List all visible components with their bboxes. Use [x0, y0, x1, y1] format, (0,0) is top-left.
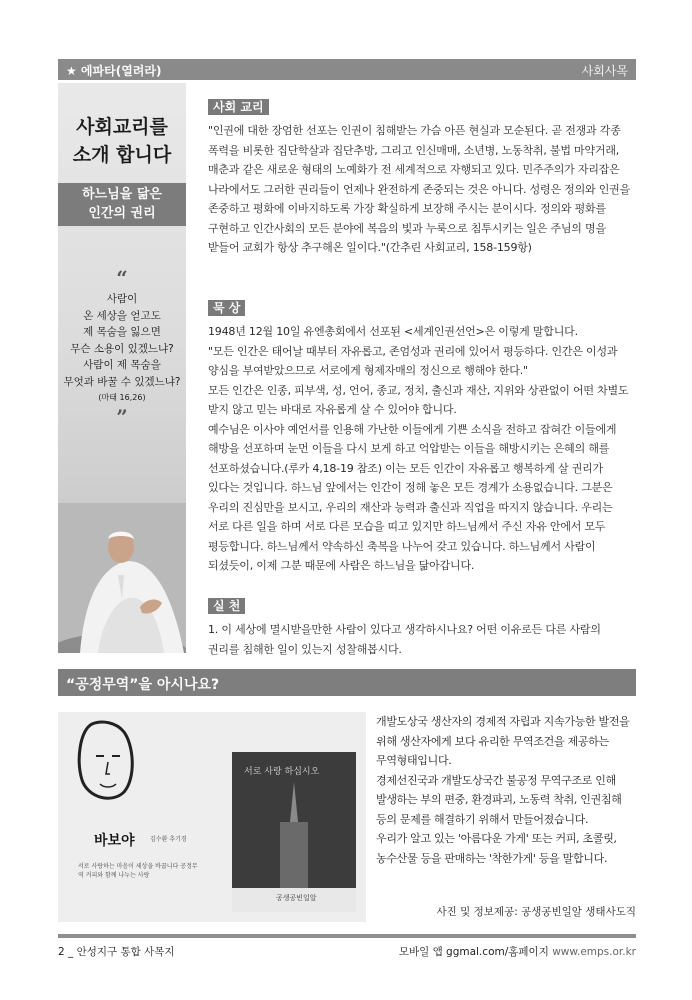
fair-trade-text: [376, 712, 636, 868]
footer-page-info: 2 _ 안성지구 통합 사목지: [58, 946, 175, 958]
sidebar-band-line1: 하느님을 닮은: [82, 187, 162, 202]
doctrine-text: "인권에 대한 장엄한 선포는 인권이 침해받는 가슴 아픈 현실과 모순된다. 곧 전쟁과 각종 폭력을 비롯한 집단학살과 집단추방, 그리고 인신매매, 소년병, 노동착취, 불법 마약거래, 매춘과 같은 새로운 형태의 노예화가 전 세계적으로 자행되고 있다. 민주주의가 자리잡은 나라에서도 그러한 권리들이 언제나 완전하게 존중되는 것은 아니다. 성령은 정의와 인권을 존중하고 평화에 이바지하도록 가장 확실하게 보장해 주시는 분이시다. 정의와 평화를 구현하고 인간사회의 모든 분야에 복음의 빛과 누룩으로 침투시키는 일은 주님의 명을 받들어 교회가 항상 추구해온 일이다."(간추린 사회교리, 158-159항): [208, 124, 631, 254]
poster-left-caption: 서로 사랑하는 마음이 세상을 바꿉니다 공정무역 커피와 함께 나누는 사랑: [78, 863, 198, 879]
poster-left-small: 김수환 추기경: [150, 836, 187, 843]
fair-trade-heading-bar: [58, 669, 636, 696]
footer-website-link[interactable]: www.emps.or.kr: [552, 946, 636, 958]
meditation-section: [208, 297, 635, 576]
close-quote-icon: ”: [116, 405, 128, 429]
practice-item: 1. 이 세상에 멸시받을만한 사람이 있다고 생각하시나요? 어떤 이유로든 다른 사람의 권리를 침해한 일이 있는지 성찰해봅시다.: [208, 623, 601, 656]
fair-trade-paragraph: 우리가 알고 있는 '아름다운 가게' 또는 커피, 초콜릿, 농수산물 등을 판매하는 '착한가게' 등을 말합니다.: [376, 832, 617, 865]
open-quote-icon: “: [116, 266, 128, 290]
fair-trade-posters: [58, 712, 366, 922]
fair-trade-photo: [58, 712, 366, 922]
sidebar-band-line2: 인간의 권리: [88, 206, 156, 221]
footer-divider: [58, 934, 636, 938]
verse-line: 무엇과 바꿀 수 있겠느냐?: [63, 375, 181, 388]
footer-app-label: 모바일 앱 ggmal.com/홈페이지: [398, 946, 549, 958]
sidebar-title-line1: 사회교리를: [76, 116, 168, 138]
fair-trade-heading: “공정무역”을 아시나요?: [66, 677, 220, 693]
scripture-verse: [58, 291, 186, 407]
meditation-paragraph: 모든 인간은 인종, 피부색, 성, 언어, 종교, 정치, 출신과 재산, 지위와 상관없이 어떤 차별도 받지 않고 믿는 바대로 자유롭게 살 수 있어야 합니다.: [208, 383, 629, 416]
sidebar-title-line2: 소개 합니다: [72, 144, 172, 166]
verse-line: 사람이 제 목숨을: [83, 359, 161, 371]
sidebar-title: [58, 113, 186, 169]
practice-label: 실 천: [208, 598, 245, 614]
practice-section: [208, 595, 635, 659]
doctrine-section: [208, 96, 635, 258]
verse-line: 사람이: [106, 293, 138, 305]
meditation-paragraph: "모든 인간은 태어날 때부터 자유롭고, 존엄성과 권리에 있어서 평등하다. 인간은 이성과 양심을 부여받았으므로 서로에게 형제자매의 정신으로 행해야 한다.": [208, 344, 618, 377]
section-title: ★ 에파타(열려라): [66, 64, 162, 78]
fair-trade-paragraph: 경제선진국과 개발도상국간 불공정 무역구조로 인해 발생하는 부의 편중, 환경파괴, 노동력 착취, 인권침해 등의 문제를 해결하기 위해서 만들어졌습니다.: [376, 773, 622, 826]
section-category: 사회사목: [581, 64, 628, 78]
footer-contact: [399, 944, 636, 959]
verse-line: 온 세상을 얻고도: [83, 309, 161, 322]
photo-credit: 사진 및 정보제공: 공생공빈일알 생태사도직: [436, 906, 636, 918]
poster-right-title: 서로 사랑 하십시오: [244, 767, 320, 777]
section-header-bar: [58, 59, 636, 80]
pope-photo: [58, 503, 186, 653]
sidebar-subtitle-band: [58, 183, 186, 226]
sidebar-panel: [58, 83, 186, 653]
fair-trade-paragraph: 개발도상국 생산자의 경제적 자립과 지속가능한 발전을 위해 생산자에게 보다 유리한 무역조건을 제공하는 무역형태입니다.: [376, 715, 630, 767]
verse-line: 무슨 소용이 있겠느냐?: [70, 342, 174, 355]
meditation-label: 묵 상: [208, 300, 245, 316]
meditation-paragraph: 1948년 12월 10일 유엔총회에서 선포된 <세계인권선언>은 이렇게 말합니다.: [208, 325, 578, 338]
poster-right-org: 공생공빈일알: [276, 894, 317, 902]
verse-reference: (마태 16,26): [98, 393, 146, 402]
meditation-paragraph: 예수님은 이사야 예언서를 인용해 가난한 이들에게 기쁜 소식을 전하고 잡혀간 이들에게 해방을 선포하며 눈먼 이들을 다시 보게 하고 억압받는 이들을 해방시키는 은혜의 해를 선포하셨습니다.(루카 4,18-19 참조) 이는 모든 인간이 자유롭고 행복하게 살 권리가 있다는 것입니다. 하느님 앞에서는 인간이 정해 놓은 모든 경계가 소용없습니다. 그분은 우리의 진심만을 보시고, 우리의 재산과 능력과 출신과 직업을 따지지 않습니다. 우리는 서로 다른 일을 하며 서로 다른 모습을 띠고 있지만 하느님께서 주신 자유 안에서 모두 평등합니다. 하느님께서 약속하신 축복을 나누어 갖고 있습니다. 하느님께서 사람이 되셨듯이, 이제 그분 때문에 사람은 하느님을 닮아갑니다.: [208, 422, 617, 572]
verse-line: 제 목숨을 잃으면: [83, 326, 161, 338]
poster-left-title: 바보야: [94, 833, 135, 849]
doctrine-label: 사회 교리: [208, 99, 269, 115]
